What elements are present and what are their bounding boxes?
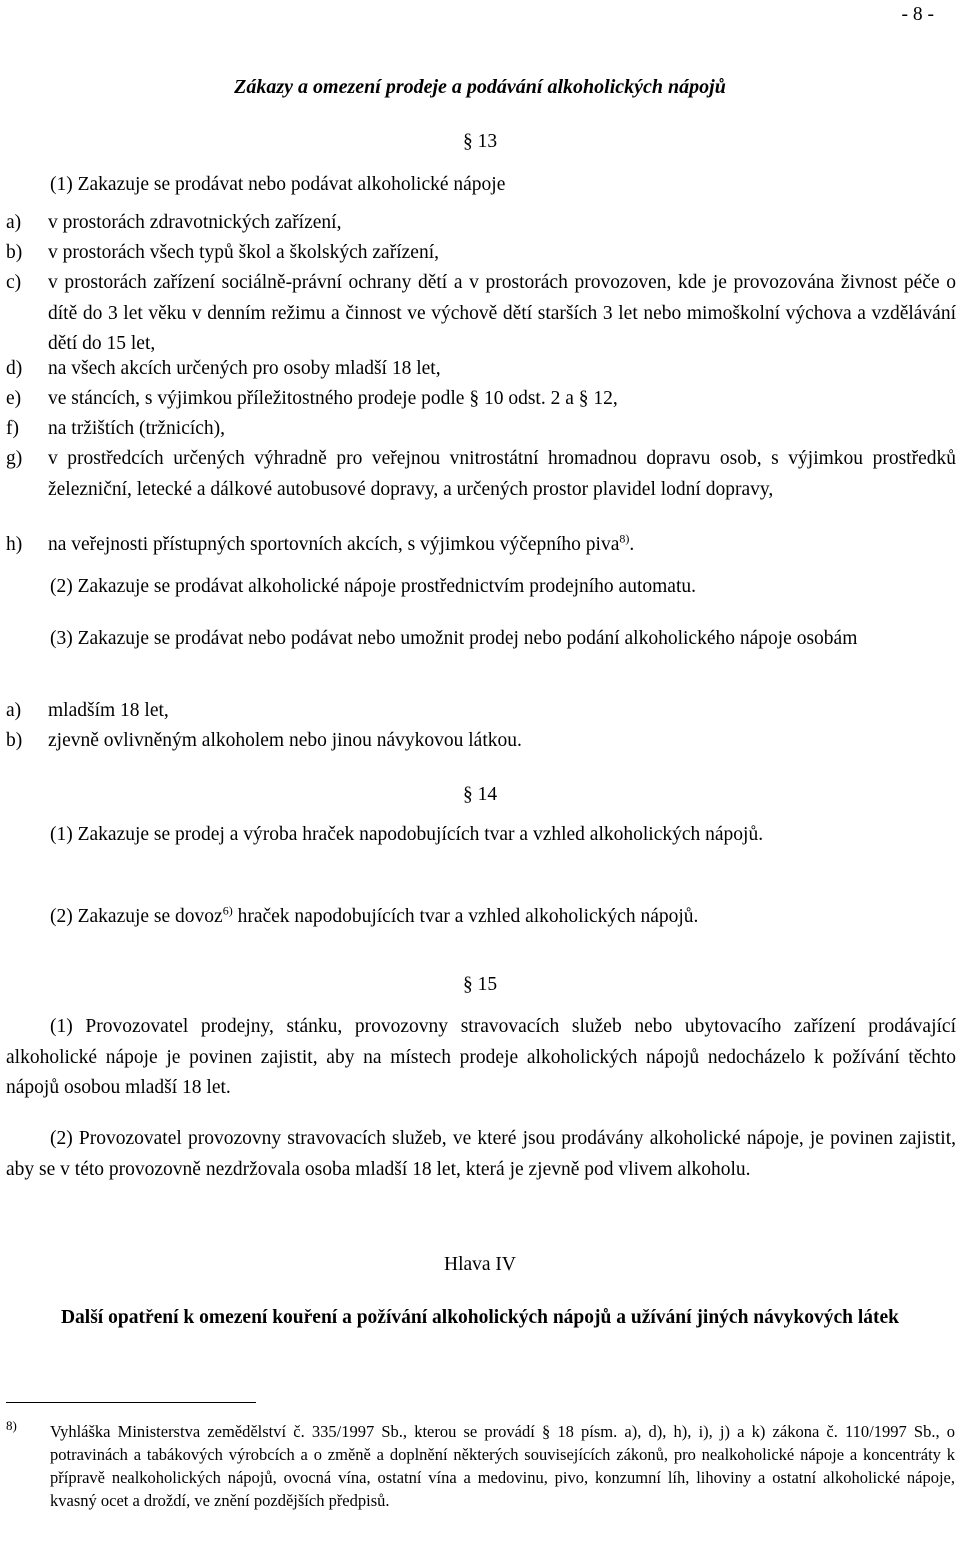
- list-item: [6, 444, 956, 505]
- sec14-paragraph-2-start: (2) Zakazuje se dovoz: [50, 906, 223, 927]
- footnote-ref: 6): [222, 903, 233, 918]
- section-13-title: § 13: [462, 131, 498, 152]
- list-item-label: d): [6, 358, 23, 379]
- list-item-label: a): [6, 212, 22, 233]
- sec15-paragraph-1: (1) Provozovatel prodejny, stánku, provozovny stravovacích služeb nebo ubytovacího zařízení prodávající alkoholické nápoje je povinen zajistit, aby na místech prodeje alkoholických nápojů nedocházelo k požívání těchto nápojů osobou mladší 18 let.: [6, 1016, 956, 1098]
- footnote-ref: 8): [619, 531, 630, 546]
- list-item-text: v prostorách zařízení sociálně-právní ochrany dětí a v prostorách provozoven, kde je provozována živnost péče o dítě do 3 let věku v denním režimu a činnost ve výchově dětí starších 3 let nebo mimoškolní výchova a vzdělávání dětí do 15 let,: [48, 272, 956, 354]
- sec13-paragraph-2: (2) Zakazuje se prodávat alkoholické nápoje prostřednictvím prodejního automatu.: [50, 576, 696, 597]
- footnote-text: Vyhláška Ministerstva zemědělství č. 335/1997 Sb., kterou se provádí § 18 písm. a), d), h), i), j) a k) zákona č. 110/1997 Sb., o potravinách a tabákových výrobcích a o změně a doplnění některých souvisejících zákonů, pro nealkoholické nápoje a koncentráty k přípravě nealkoholických nápojů, ovocná vína, ostatní vína a medovinu, pivo, konzumní líh, lihoviny a ostatní alkoholické nápoje, kvasný ocet a droždí, ve znění pozdějších předpisů.: [50, 1422, 955, 1510]
- list-item: [6, 384, 956, 415]
- list-item-label: f): [6, 418, 19, 439]
- list-item: [6, 414, 956, 445]
- part-title: Hlava IV: [443, 1254, 516, 1275]
- list-item-label: b): [6, 730, 23, 751]
- list-item-text: v prostorách všech typů škol a školských zařízení,: [48, 242, 439, 263]
- list-item-label: h): [6, 534, 23, 555]
- sec14-paragraph-1: (1) Zakazuje se prodej a výroba hraček napodobujících tvar a vzhled alkoholických nápojů.: [50, 824, 764, 845]
- sec13-paragraph-1-intro: (1) Zakazuje se prodávat nebo podávat alkoholické nápoje: [50, 174, 506, 195]
- list-item-text: zjevně ovlivněným alkoholem nebo jinou návykovou látkou.: [48, 730, 522, 751]
- list-item-label: c): [6, 272, 22, 293]
- footnote-divider: [6, 1402, 256, 1403]
- sec14-paragraph-2-end: hraček napodobujících tvar a vzhled alkoholických nápojů.: [232, 906, 699, 927]
- list-item: [6, 268, 956, 360]
- list-item-text: ve stáncích, s výjimkou příležitostného prodeje podle § 10 odst. 2 a § 12,: [48, 388, 618, 409]
- list-item-label: b): [6, 242, 23, 263]
- list-item-text: na všech akcích určených pro osoby mladší 18 let,: [48, 358, 441, 379]
- list-item: [6, 238, 956, 269]
- section-15-title: § 15: [462, 974, 498, 995]
- list-item-text-end: .: [629, 534, 635, 555]
- sec15-paragraph-2: (2) Provozovatel provozovny stravovacích služeb, ve které jsou prodávány alkoholické nápoje, je povinen zajistit, aby se v této provozovně nezdržovala osoba mladší 18 let, která je zjevně pod vlivem alkoholu.: [6, 1128, 956, 1180]
- list-item-label: g): [6, 448, 23, 469]
- list-item: [6, 530, 956, 561]
- list-item-text: v prostředcích určených výhradně pro veřejnou vnitrostátní hromadnou dopravu osob, s výjimkou prostředků železniční, letecké a dálkové autobusové dopravy, a určených prostor plavidel lodní dopravy,: [48, 448, 956, 500]
- list-item-text: mladším 18 let,: [48, 700, 169, 721]
- footnote-marker: 8): [6, 1418, 17, 1433]
- part-subtitle: Další opatření k omezení kouření a požívání alkoholických nápojů a užívání jiných návykových látek: [60, 1307, 900, 1328]
- chapter-heading: Zákazy a omezení prodeje a podávání alkoholických nápojů: [234, 76, 726, 98]
- section-14-title: § 14: [462, 784, 498, 805]
- sec13-paragraph-3-intro: (3) Zakazuje se prodávat nebo podávat nebo umožnit prodej nebo podání alkoholického nápoje osobám: [50, 628, 858, 649]
- list-item-text: v prostorách zdravotnických zařízení,: [48, 212, 342, 233]
- list-item-label: e): [6, 388, 22, 409]
- list-item: [6, 208, 956, 239]
- list-item-label: a): [6, 700, 22, 721]
- list-item: [6, 726, 956, 757]
- page-number: - 8 -: [901, 4, 934, 25]
- list-item: [6, 354, 956, 385]
- list-item-text: na tržištích (tržnicích),: [48, 418, 226, 439]
- list-item-text: na veřejnosti přístupných sportovních akcích, s výjimkou výčepního piva: [48, 534, 620, 555]
- sec14-paragraph-2: [50, 902, 698, 933]
- list-item: [6, 696, 956, 727]
